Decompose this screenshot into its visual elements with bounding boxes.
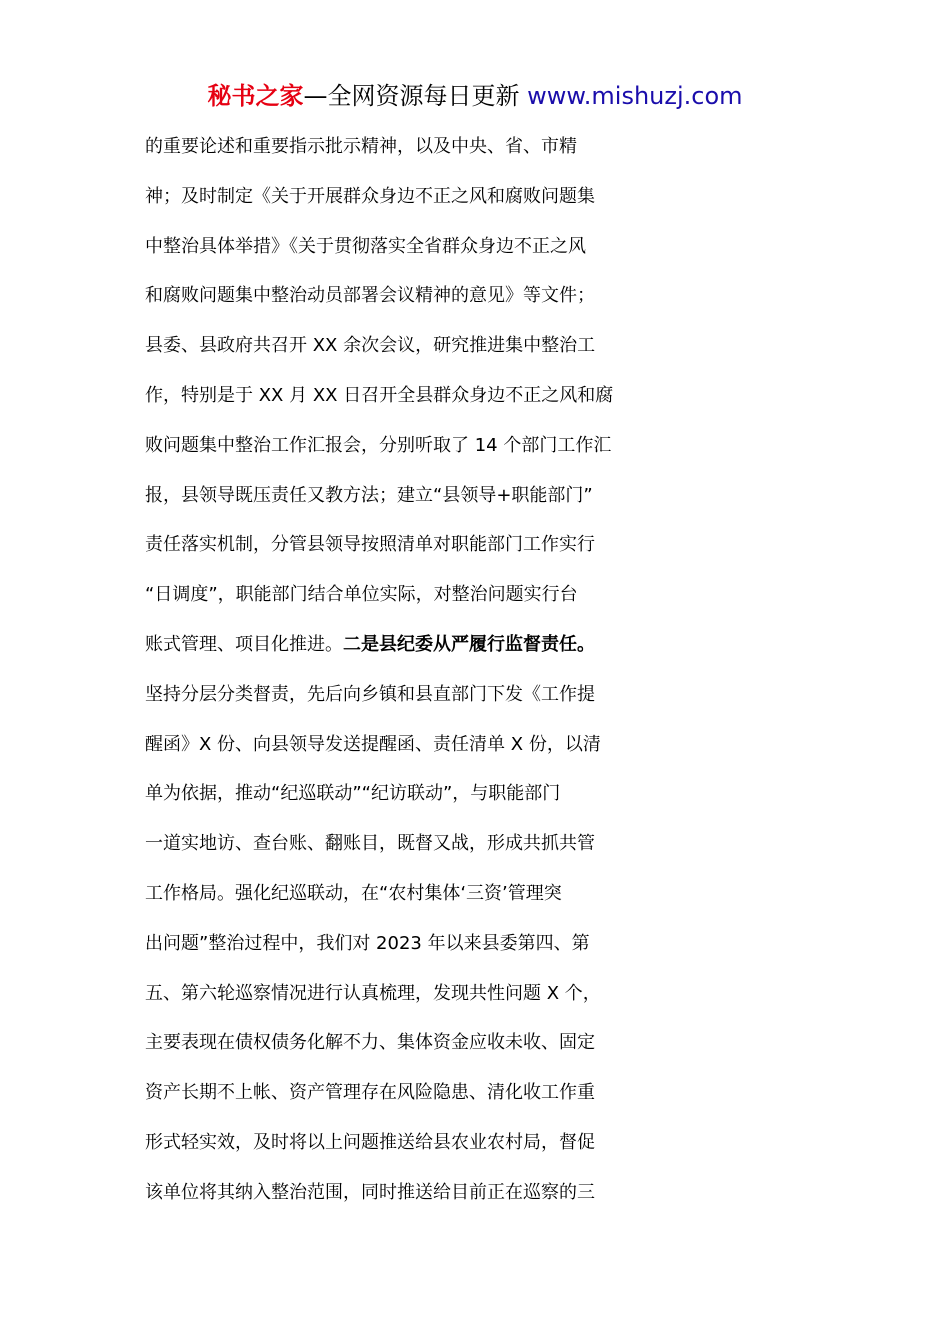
- text-line: “日调度”，职能部门结合单位实际，对整治问题实行台: [145, 584, 578, 606]
- text-line: 和腐败问题集中整治动员部署会议精神的意见》等文件；: [145, 285, 595, 307]
- text-line: 资产长期不上帐、资产管理存在风险隐患、清化收工作重: [145, 1082, 595, 1104]
- text-line: 出问题”整治过程中，我们对 2023 年以来县委第四、第: [145, 932, 590, 954]
- text-line: 工作格局。强化纪巡联动，在“农村集体‘三资’管理突: [145, 882, 562, 904]
- brand-name: 秘书之家: [207, 82, 304, 110]
- document-body: [145, 122, 815, 1218]
- text-line: 败问题集中整治工作汇报会，分别听取了 14 个部门工作汇: [145, 434, 612, 456]
- header-tagline: —全网资源每日更新: [303, 82, 528, 110]
- text-line: 神；及时制定《关于开展群众身边不正之风和腐败问题集: [145, 185, 595, 207]
- text-line: 醒函》X 份、向县领导发送提醒函、责任清单 X 份，以清: [145, 733, 601, 755]
- text-line: 一道实地访、查台账、翻账目，既督又战，形成共抓共管: [145, 833, 595, 855]
- text-line: 主要表现在债权债务化解不力、集体资金应收未收、固定: [145, 1032, 595, 1054]
- text-line: 责任落实机制，分管县领导按照清单对职能部门工作实行: [145, 534, 595, 556]
- text-line: 该单位将其纳入整治范围，同时推送给目前正在巡察的三: [145, 1181, 595, 1203]
- text-line-with-bold-heading: 账式管理、项目化推进。二是县纪委从严履行监督责任。: [145, 633, 595, 655]
- text-line: 的重要论述和重要指示批示精神，以及中央、省、市精: [145, 136, 577, 157]
- page-header: [0, 80, 950, 112]
- section-heading: 二是县纪委从严履行监督责任。: [343, 633, 595, 655]
- text-line: 五、第六轮巡察情况进行认真梳理，发现共性问题 X 个，: [145, 982, 601, 1004]
- text-line: 县委、县政府共召开 XX 余次会议，研究推进集中整治工: [145, 335, 596, 357]
- text-line: 作，特别是于 XX 月 XX 日召开全县群众身边不正之风和腐: [145, 384, 614, 406]
- text-line: 报，县领导既压责任又教方法；建立“县领导+职能部门”: [145, 484, 593, 506]
- text-line: 形式轻实效，及时将以上问题推送给县农业农村局，督促: [145, 1131, 595, 1153]
- text-line: 坚持分层分类督责，先后向乡镇和县直部门下发《工作提: [145, 683, 595, 705]
- text-line: 中整治具体举措》《关于贯彻落实全省群众身边不正之风: [145, 235, 586, 257]
- text-line: 单为依据，推动“纪巡联动”“纪访联动”，与职能部门: [145, 783, 561, 805]
- site-url[interactable]: www.mishuzj.com: [527, 82, 743, 110]
